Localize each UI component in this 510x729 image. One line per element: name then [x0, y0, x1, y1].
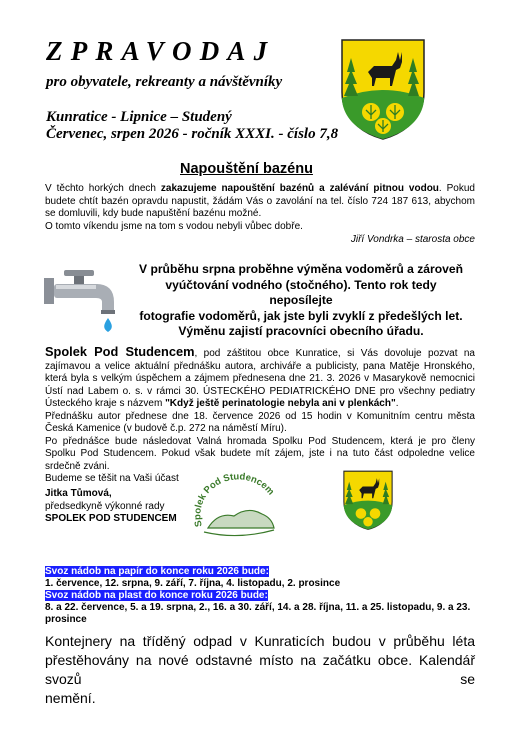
coat-of-arms-small-icon: [342, 470, 394, 530]
spolek-invitation: [45, 346, 475, 486]
coat-of-arms-icon: [340, 38, 426, 140]
paper-collection-dates: 1. července, 12. srpna, 9. září, 7. října, 4. listopadu, 2. prosince: [45, 578, 341, 589]
water-meter-line: fotografie vodoměrů, jak jste byli zvyklí z předešlých let.: [139, 308, 463, 323]
pool-notice-signature: Jiří Vondrka – starosta obce: [350, 234, 475, 245]
pool-notice-text: V těchto horkých dnech: [45, 183, 161, 194]
newsletter-subtitle: pro obyvatele, rekreanty a návštěvníky: [46, 74, 283, 90]
paper-collection-label: Svoz nádob na papír do konce roku 2026 bude:: [45, 566, 269, 577]
spolek-logo-text: Spolek Pod Studencem: [192, 471, 277, 528]
plastic-collection-dates-end: prosince: [45, 614, 87, 625]
newsletter-places: Kunratice - Lipnice – Studený: [46, 109, 232, 125]
signer-org: SPOLEK POD STUDENCEM: [45, 513, 177, 524]
signer-name: Jitka Tůmová,: [45, 488, 112, 499]
closing-line: Budeme se těšit na Vaši účast: [45, 473, 179, 484]
newsletter-issue: Červenec, srpen 2026 - ročník XXXI. - číslo 7,8: [46, 126, 339, 142]
containers-line: nemění.: [45, 690, 96, 706]
lecture-details: Přednášku autor přednese dne 18. července 2026 od 15 hodin v Komunitním centru města Česká Kamenice (v budově č.p. 272 na náměstí Míru).: [45, 410, 475, 434]
water-meter-line: V průběhu srpna proběhne výměna vodoměrů a zároveň: [139, 262, 463, 276]
lecture-title: "Když ještě perinatologie nebyla ani v plenkách": [165, 398, 396, 409]
waste-collection: [45, 566, 485, 626]
water-meter-notice: [136, 262, 466, 340]
pool-notice-body: [45, 183, 475, 233]
general-assembly-note: Po přednášce bude následovat Valná hromada Spolku Pod Studencem, která je pro členy Spolku Pod Studencem. Pokud však budete mít zájem, jste i na tuto část odpoledne velice srdečně zváni.: [45, 435, 475, 472]
pool-notice-heading: Napouštění bazénu: [180, 161, 313, 177]
pool-notice-text-2: . Pokud budete chtít bazén opravdu napustit, žádám Vás o zavolání na tel. číslo 724 187 613, abychom se domluvili, kdy bude napuštění bazénu možné.: [45, 183, 475, 219]
signer-role: předsedkyně výkonné rady: [45, 500, 165, 512]
water-meter-line: Výměnu zajistí pracovníci obecního úřadu.: [178, 324, 424, 339]
spolek-logo: [188, 468, 288, 548]
pool-notice-weekend: O tomto víkendu jsme na tom s vodou nebyli vůbec dobře.: [45, 220, 303, 232]
newsletter-title: ZPRAVODAJ: [46, 36, 276, 66]
spolek-text-end: .: [395, 398, 399, 409]
faucet-icon: [44, 268, 132, 336]
containers-line: Kontejnery na tříděný odpad v Kunraticích budou v průběhu léta: [45, 633, 475, 649]
containers-line: přestěhovány na nové odstavné místo na začátku obce. Kalendář svozů se: [45, 652, 475, 687]
containers-notice: [45, 632, 475, 708]
spolek-text: , pod záštitou obce Kunratice, si Vás dovoluje pozvat na zajímavou a velice aktuální přednášku autora, archiváře a publicisty, pana Matěje Hronského, která byla s velkým úspěchem a zájmem přednesena dne 21. 3. 2026 v Masarykově nemocnici Ústí nad Labem o. s. v rámci 30. ÚSTECKÉHO PEDIATRICKÉHO DNE pro všechny pediatry Ústeckého kraje s názvem: [45, 348, 475, 409]
spolek-name: Spolek Pod Studencem: [45, 344, 195, 359]
plastic-collection-dates: 8. a 22. července, 5. a 19. srpna, 2., 16. a 30. září, 14. a 28. října, 11. a 25. listopadu, 9. a 23.: [45, 602, 471, 613]
water-meter-line: vyúčtování vodného (stočného). Tento rok tedy neposílejte: [165, 277, 437, 308]
plastic-collection-label: Svoz nádob na plast do konce roku 2026 bude:: [45, 590, 268, 601]
spolek-signature: [45, 488, 177, 526]
pool-notice-ban: zakazujeme napouštění bazénů a zalévání pitnou vodou: [160, 183, 439, 194]
